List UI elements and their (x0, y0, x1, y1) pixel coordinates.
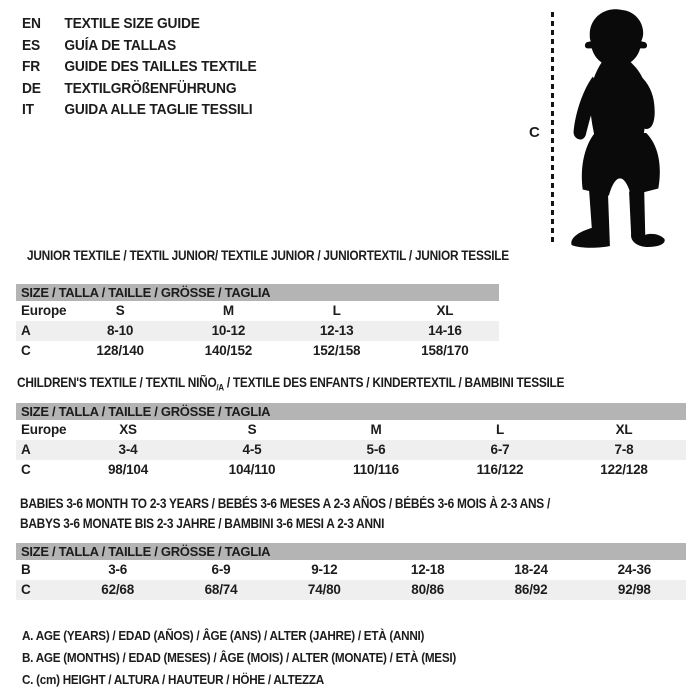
table-cell: 128/140 (96, 343, 144, 358)
table-cell: 68/74 (204, 582, 238, 597)
table-cell: 158/170 (421, 343, 469, 358)
table-cell: 8-10 (107, 323, 134, 338)
table-cell: 140/152 (204, 343, 253, 358)
toddler-silhouette-image (556, 6, 682, 248)
table-cell: XL (436, 303, 454, 318)
table-cell: 14-16 (428, 323, 462, 338)
table-cell: 98/104 (107, 462, 149, 477)
children-title-subscript: /A (216, 382, 224, 393)
row-label: Europe (21, 303, 67, 318)
table-cell: 152/158 (312, 343, 361, 358)
language-label: TEXTILGRÖßENFÜHRUNG (64, 79, 237, 97)
language-row (22, 13, 257, 35)
table-cell: L (495, 422, 505, 437)
babies-section-title (20, 494, 550, 534)
table-cell: 80/86 (411, 582, 445, 597)
table-cell: 116/122 (476, 462, 524, 477)
children-title-text: CHILDREN'S TEXTILE / TEXTIL NIÑO (17, 375, 217, 390)
language-code: FR (22, 58, 41, 75)
language-row (22, 56, 257, 78)
table-cell: 18-24 (514, 562, 548, 577)
table-cell: 86/92 (514, 582, 548, 597)
table-row-a (16, 321, 499, 341)
junior-size-table (16, 284, 499, 361)
language-label: TEXTILE SIZE GUIDE (64, 15, 200, 32)
table-cell: XS (119, 422, 137, 437)
table-cell: 12-13 (319, 323, 354, 338)
table-cell: 74/80 (307, 582, 341, 597)
row-label: A (21, 323, 31, 338)
height-marker-dashed-line (551, 12, 554, 245)
junior-section-title: JUNIOR TEXTILE / TEXTIL JUNIOR/ TEXTILE JUNIOR / JUNIORTEXTIL / JUNIOR TESSILE (27, 248, 509, 263)
legend-line-b: B. AGE (MONTHS) / EDAD (MESES) / ÂGE (MOIS) / ALTER (MONATE) / ETÀ (MESI) (22, 650, 456, 665)
language-row (22, 78, 257, 100)
table-cell: 4-5 (242, 442, 262, 457)
table-row-europe (16, 420, 686, 440)
children-section-title (17, 376, 564, 395)
babies-size-table (16, 543, 686, 600)
height-marker-label: C (529, 124, 540, 141)
row-label: B (21, 562, 31, 577)
table-cell: L (332, 303, 341, 318)
table-cell: 9-12 (311, 562, 338, 577)
table-cell: 3-4 (118, 442, 138, 457)
table-cell: 62/68 (101, 582, 135, 597)
table-row-c (16, 460, 686, 480)
language-code: ES (22, 36, 41, 54)
row-label: C (21, 462, 31, 477)
table-row-a (16, 440, 686, 460)
table-cell: 110/116 (353, 462, 399, 477)
language-label: GUÍA DE TALLAS (64, 36, 176, 54)
table-cell: 3-6 (108, 562, 128, 577)
language-code: DE (22, 79, 41, 97)
language-row (22, 99, 257, 121)
row-label: C (21, 582, 31, 597)
row-label: C (21, 343, 31, 358)
language-guide-list (22, 13, 277, 121)
table-cell: 104/110 (228, 462, 276, 477)
table-cell: 122/128 (600, 462, 648, 477)
table-cell: 10-12 (211, 323, 246, 338)
table-cell: XL (615, 422, 633, 437)
table-cell: 24-36 (617, 562, 652, 577)
row-label: A (21, 442, 31, 457)
table-cell: 6-9 (211, 562, 231, 577)
table-cell: 6-7 (490, 442, 510, 457)
table-cell: 7-8 (614, 442, 634, 457)
table-row-c (16, 341, 499, 361)
table-cell: M (370, 422, 382, 437)
table-size-header-bar: SIZE / TALLA / TAILLE / GRÖSSE / TAGLIA (16, 403, 686, 420)
table-cell: 12-18 (410, 562, 445, 577)
legend-line-c: C. (cm) HEIGHT / ALTURA / HAUTEUR / HÖHE / ALTEZZA (22, 672, 324, 687)
table-cell: S (247, 422, 257, 437)
language-code: EN (22, 15, 41, 32)
language-label: GUIDE DES TAILLES TEXTILE (64, 58, 257, 75)
row-label: Europe (21, 422, 67, 437)
babies-title-line2: BABYS 3-6 MONATE BIS 2-3 JAHRE / BAMBINI 3-6 MESI A 2-3 ANNI (20, 516, 385, 531)
table-row-europe (16, 301, 499, 321)
language-code: IT (22, 101, 34, 118)
measurement-legend (22, 625, 456, 691)
table-size-header-bar: SIZE / TALLA / TAILLE / GRÖSSE / TAGLIA (16, 284, 499, 301)
table-cell: 92/98 (617, 582, 651, 597)
table-size-header-bar: SIZE / TALLA / TAILLE / GRÖSSE / TAGLIA (16, 543, 686, 560)
table-row-c (16, 580, 686, 600)
table-cell: S (115, 303, 125, 318)
table-cell: 5-6 (366, 442, 386, 457)
children-size-table (16, 403, 686, 480)
table-cell: M (222, 303, 234, 318)
language-row (22, 35, 257, 57)
language-label: GUIDA ALLE TAGLIE TESSILI (64, 101, 253, 118)
table-row-b (16, 560, 686, 580)
babies-title-line1: BABIES 3-6 MONTH TO 2-3 YEARS / BEBÉS 3-6 MESES A 2-3 AÑOS / BÉBÉS 3-6 MOIS À 2-3 ANS / (20, 496, 551, 511)
legend-line-a: A. AGE (YEARS) / EDAD (AÑOS) / ÂGE (ANS) / ALTER (JAHRE) / ETÀ (ANNI) (22, 628, 425, 643)
children-title-text: / TEXTILE DES ENFANTS / KINDERTEXTIL / BAMBINI TESSILE (223, 375, 565, 390)
